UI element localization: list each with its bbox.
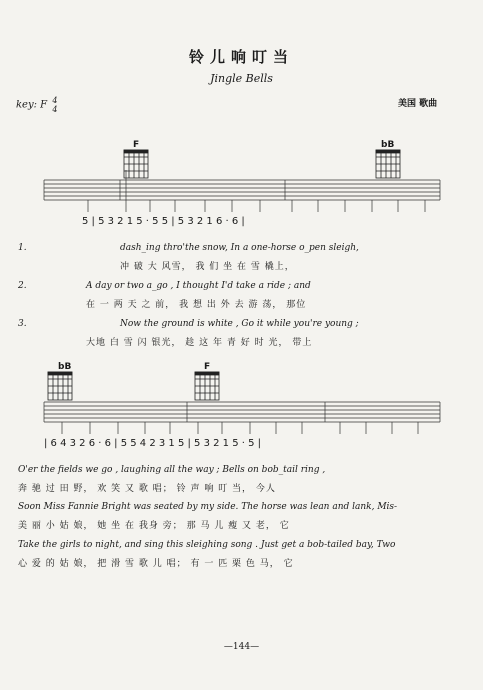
verse-1-chinese-cont: 奔 驰 过 田 野， 欢 笑 又 歌 唱； 铃 声 响 叮 当， 今人 bbox=[18, 484, 276, 494]
verse-3-chinese: 大地 白 雪 闪 银光， 趁 这 年 青 好 时 光， 带上 bbox=[86, 338, 313, 348]
time-bottom: 4 bbox=[52, 105, 58, 114]
key-label: key: F bbox=[16, 99, 48, 111]
verse-number-3: 3. bbox=[18, 319, 27, 329]
verse-number-1: 1. bbox=[18, 243, 27, 253]
verse-2-english-cont: Soon Miss Fannie Bright was seated by my side. The horse was lean and lank, Mis- bbox=[18, 502, 398, 512]
tab-staff-2 bbox=[44, 402, 440, 434]
song-subtitle: Jingle Bells bbox=[210, 72, 273, 85]
notation-line-1: 5 | 5 3 2 1 5 · 5 5 | 5 3 2 1 6 · 6 | bbox=[82, 216, 245, 227]
chord-diagram-1 bbox=[124, 150, 148, 178]
verse-2-english: A day or two a_go , I thought I'd take a ride ; and bbox=[86, 281, 311, 291]
verse-2-chinese-cont: 美 丽 小 姑 娘， 她 坐 在 我身 旁； 那 马 儿 瘦 又 老， 它 bbox=[18, 521, 290, 531]
chord-diagram-2 bbox=[376, 150, 400, 178]
chord-label-2: bB bbox=[381, 140, 395, 150]
verse-2-chinese: 在 一 两 天 之 前， 我 想 出 外 去 游 荡， 那位 bbox=[86, 300, 307, 310]
verse-number-2: 2. bbox=[18, 281, 27, 291]
chord-label-3: bB bbox=[58, 362, 72, 372]
chord-diagram-4 bbox=[195, 372, 219, 400]
time-top: 4 bbox=[52, 96, 58, 105]
verse-3-english: Now the ground is white , Go it while you're young ; bbox=[120, 319, 359, 329]
verse-3-english-cont: Take the girls to night, and sing this sleighing song . Just get a bob-tailed bay, Two bbox=[18, 540, 396, 550]
verse-3-chinese-cont: 心 爱 的 姑 娘， 把 滑 雪 歌 儿 唱； 有 一 匹 栗 色 马， 它 bbox=[18, 559, 294, 569]
verse-1-english-cont: O'er the fields we go , laughing all the way ; Bells on bob_tail ring , bbox=[18, 465, 326, 475]
chord-label-4: F bbox=[204, 362, 211, 372]
verse-1-english: dash_ing thro'the snow, In a one-horse o_pen sleigh, bbox=[120, 243, 359, 253]
notation-line-2: | 6 4 3 2 6 · 6 | 5 5 4 2 3 1 5 | 5 3 2 1 5 · 5 | bbox=[44, 438, 262, 449]
verse-1-chinese: 冲 破 大 风雪， 我 们 坐 在 雪 橇上， bbox=[120, 262, 295, 272]
chord-diagram-3 bbox=[48, 372, 72, 400]
song-title: 铃儿响叮当 bbox=[188, 48, 294, 66]
chord-label-1: F bbox=[133, 140, 140, 150]
page-number: —144— bbox=[223, 642, 260, 652]
composer: 美国 歌曲 bbox=[398, 99, 438, 109]
